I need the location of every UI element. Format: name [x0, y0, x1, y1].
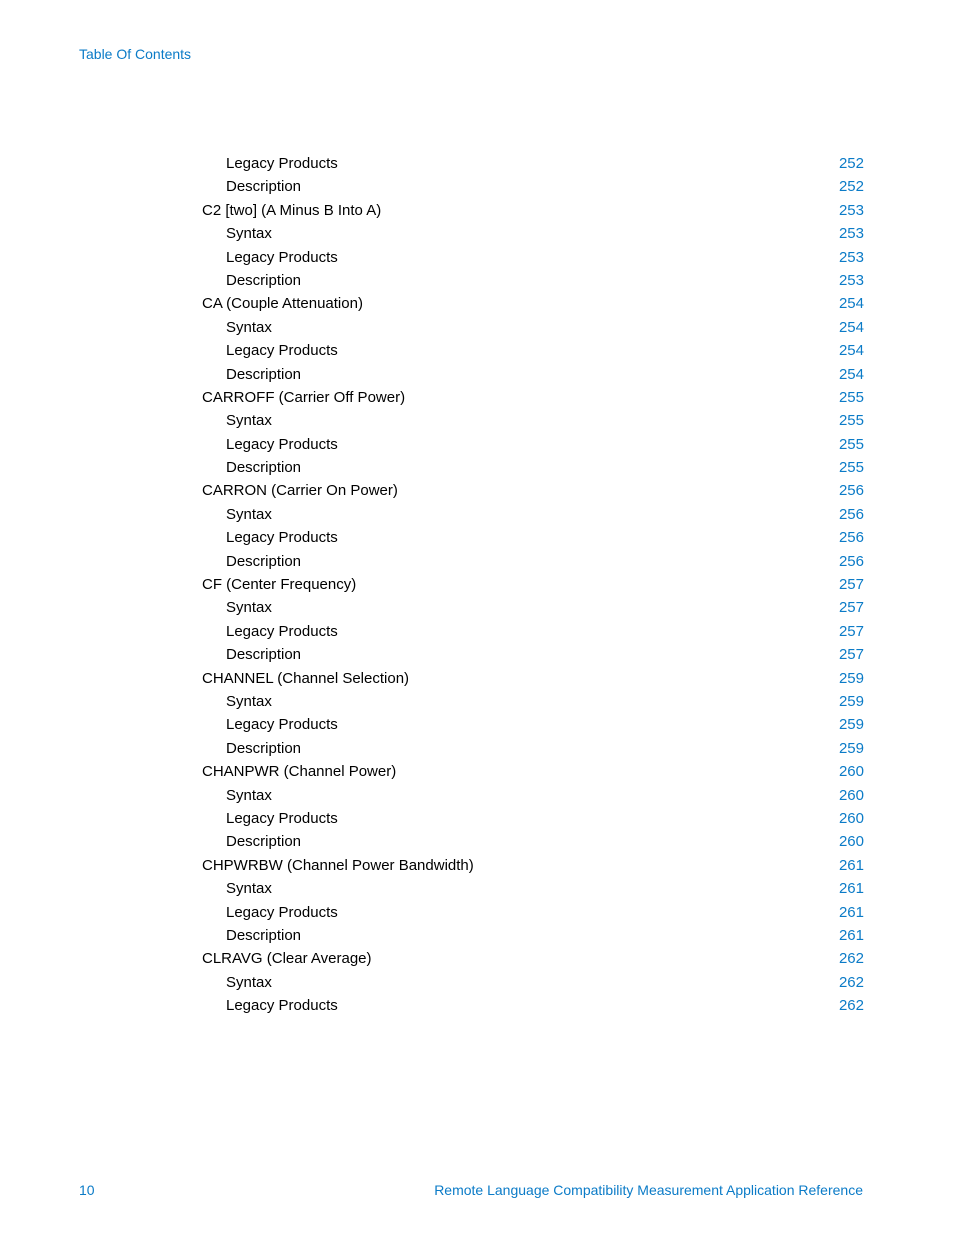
toc-subentry[interactable] — [202, 526, 864, 549]
toc-subentry[interactable] — [202, 807, 864, 830]
toc-subentry[interactable] — [202, 924, 864, 947]
toc-entry-title: Syntax — [226, 505, 272, 523]
toc-subentry[interactable] — [202, 316, 864, 339]
toc-page-link[interactable]: 255 — [838, 388, 864, 406]
toc-entry-title: Syntax — [226, 599, 272, 617]
toc-entry-title: Syntax — [226, 412, 272, 430]
toc-page-link[interactable]: 261 — [838, 926, 864, 944]
toc-page-link[interactable]: 259 — [838, 692, 864, 710]
toc-page-link[interactable]: 253 — [838, 248, 864, 266]
toc-subentry[interactable] — [202, 620, 864, 643]
toc-subentry[interactable] — [202, 152, 864, 175]
toc-entry-title: Description — [226, 271, 302, 289]
toc-entry-title: Legacy Products — [226, 622, 338, 640]
toc-entry-title: Description — [226, 646, 302, 664]
toc-page-link[interactable]: 260 — [838, 833, 864, 851]
toc-subentry[interactable] — [202, 339, 864, 362]
toc-entry-title: Legacy Products — [226, 997, 338, 1015]
toc-entry[interactable] — [202, 199, 864, 222]
toc-entry[interactable] — [202, 667, 864, 690]
toc-entry-title: Description — [226, 178, 302, 196]
toc-entry[interactable] — [202, 292, 864, 315]
toc-entry-title: C2 [two] (A Minus B Into A) — [202, 201, 382, 219]
toc-page-link[interactable]: 254 — [838, 342, 864, 360]
toc-entry-title: Description — [226, 365, 302, 383]
toc-entry-title: Legacy Products — [226, 248, 338, 266]
toc-page-link[interactable]: 259 — [838, 739, 864, 757]
toc-subentry[interactable] — [202, 456, 864, 479]
toc-subentry[interactable] — [202, 363, 864, 386]
toc-entry-title: Syntax — [226, 225, 272, 243]
toc-entry-title: Description — [226, 552, 302, 570]
toc-page-link[interactable]: 254 — [838, 295, 864, 313]
toc-page-link[interactable]: 252 — [838, 155, 864, 172]
toc-entry-title: Description — [226, 926, 302, 944]
toc-page-link[interactable]: 260 — [838, 809, 864, 827]
toc-entry-title: Syntax — [226, 692, 272, 710]
toc-entry-title: Legacy Products — [226, 716, 338, 734]
toc-subentry[interactable] — [202, 269, 864, 292]
toc-subentry[interactable] — [202, 901, 864, 924]
running-header: Table Of Contents — [79, 46, 192, 62]
toc-subentry[interactable] — [202, 830, 864, 853]
toc-page-link[interactable]: 259 — [838, 716, 864, 734]
toc-entry-title: Description — [226, 459, 302, 477]
toc-entry[interactable] — [202, 947, 864, 970]
toc-page-link[interactable]: 257 — [838, 599, 864, 617]
toc-entry-title: CLRAVG (Clear Average) — [202, 950, 372, 968]
toc-page-link[interactable]: 252 — [838, 178, 864, 196]
toc-subentry[interactable] — [202, 409, 864, 432]
footer-page-number: 10 — [79, 1182, 95, 1198]
toc-page-link[interactable]: 259 — [838, 669, 864, 687]
toc-page-link[interactable]: 253 — [838, 225, 864, 243]
toc-page-link[interactable]: 253 — [838, 201, 864, 219]
toc-entry-title: Syntax — [226, 973, 272, 991]
toc-entry-title: Syntax — [226, 318, 272, 336]
toc-subentry[interactable] — [202, 596, 864, 619]
toc-entry-title: Legacy Products — [226, 435, 338, 453]
table-of-contents — [202, 152, 864, 1017]
toc-entry-title: Legacy Products — [226, 903, 338, 921]
toc-page-link[interactable]: 256 — [838, 552, 864, 570]
toc-page-link[interactable]: 255 — [838, 435, 864, 453]
toc-entry-title: Description — [226, 739, 302, 757]
toc-entry-title: CHPWRBW (Channel Power Bandwidth) — [202, 856, 474, 874]
toc-page-link[interactable]: 253 — [838, 271, 864, 289]
toc-entry[interactable] — [202, 854, 864, 877]
toc-entry-title: CA (Couple Attenuation) — [202, 295, 363, 313]
toc-page-link[interactable]: 262 — [838, 997, 864, 1015]
toc-page-link[interactable]: 254 — [838, 365, 864, 383]
toc-subentry[interactable] — [202, 643, 864, 666]
toc-page-link[interactable]: 261 — [838, 856, 864, 874]
toc-entry-title: Legacy Products — [226, 155, 338, 172]
toc-page-link[interactable]: 261 — [838, 880, 864, 898]
toc-entry-title: CARRON (Carrier On Power) — [202, 482, 398, 500]
toc-page-link[interactable]: 260 — [838, 763, 864, 781]
toc-page-link[interactable]: 257 — [838, 576, 864, 594]
toc-page-link[interactable]: 262 — [838, 973, 864, 991]
toc-entry[interactable] — [202, 573, 864, 596]
toc-entry-title: CF (Center Frequency) — [202, 576, 357, 594]
toc-page-link[interactable]: 261 — [838, 903, 864, 921]
toc-page-link[interactable]: 256 — [838, 505, 864, 523]
toc-entry-title: Legacy Products — [226, 529, 338, 547]
toc-subentry[interactable] — [202, 433, 864, 456]
toc-page-link[interactable]: 254 — [838, 318, 864, 336]
toc-subentry[interactable] — [202, 246, 864, 269]
toc-entry-title: CHANNEL (Channel Selection) — [202, 669, 410, 687]
toc-entry-title: CARROFF (Carrier Off Power) — [202, 388, 406, 406]
toc-entry-title: Legacy Products — [226, 809, 338, 827]
toc-subentry[interactable] — [202, 550, 864, 573]
toc-subentry[interactable] — [202, 994, 864, 1017]
toc-page-link[interactable]: 260 — [838, 786, 864, 804]
toc-entry[interactable] — [202, 386, 864, 409]
toc-page-link[interactable]: 256 — [838, 529, 864, 547]
toc-page-link[interactable]: 255 — [838, 412, 864, 430]
toc-entry[interactable] — [202, 760, 864, 783]
toc-subentry[interactable] — [202, 737, 864, 760]
toc-subentry[interactable] — [202, 971, 864, 994]
toc-subentry[interactable] — [202, 690, 864, 713]
toc-entry-title: Description — [226, 833, 302, 851]
toc-page-link[interactable]: 256 — [838, 482, 864, 500]
toc-page-link[interactable]: 257 — [838, 646, 864, 664]
toc-subentry[interactable] — [202, 713, 864, 736]
toc-entry-title: Syntax — [226, 786, 272, 804]
toc-subentry[interactable] — [202, 222, 864, 245]
toc-page-link[interactable]: 262 — [838, 950, 864, 968]
toc-subentry[interactable] — [202, 175, 864, 198]
toc-subentry[interactable] — [202, 503, 864, 526]
footer-document-title: Remote Language Compatibility Measurement Application Reference — [434, 1182, 863, 1198]
toc-entry-title: Legacy Products — [226, 342, 338, 360]
toc-subentry[interactable] — [202, 877, 864, 900]
toc-entry[interactable] — [202, 479, 864, 502]
toc-subentry[interactable] — [202, 784, 864, 807]
toc-page-link[interactable]: 257 — [838, 622, 864, 640]
toc-entry-title: CHANPWR (Channel Power) — [202, 763, 397, 781]
toc-page-link[interactable]: 255 — [838, 459, 864, 477]
toc-entry-title: Syntax — [226, 880, 272, 898]
